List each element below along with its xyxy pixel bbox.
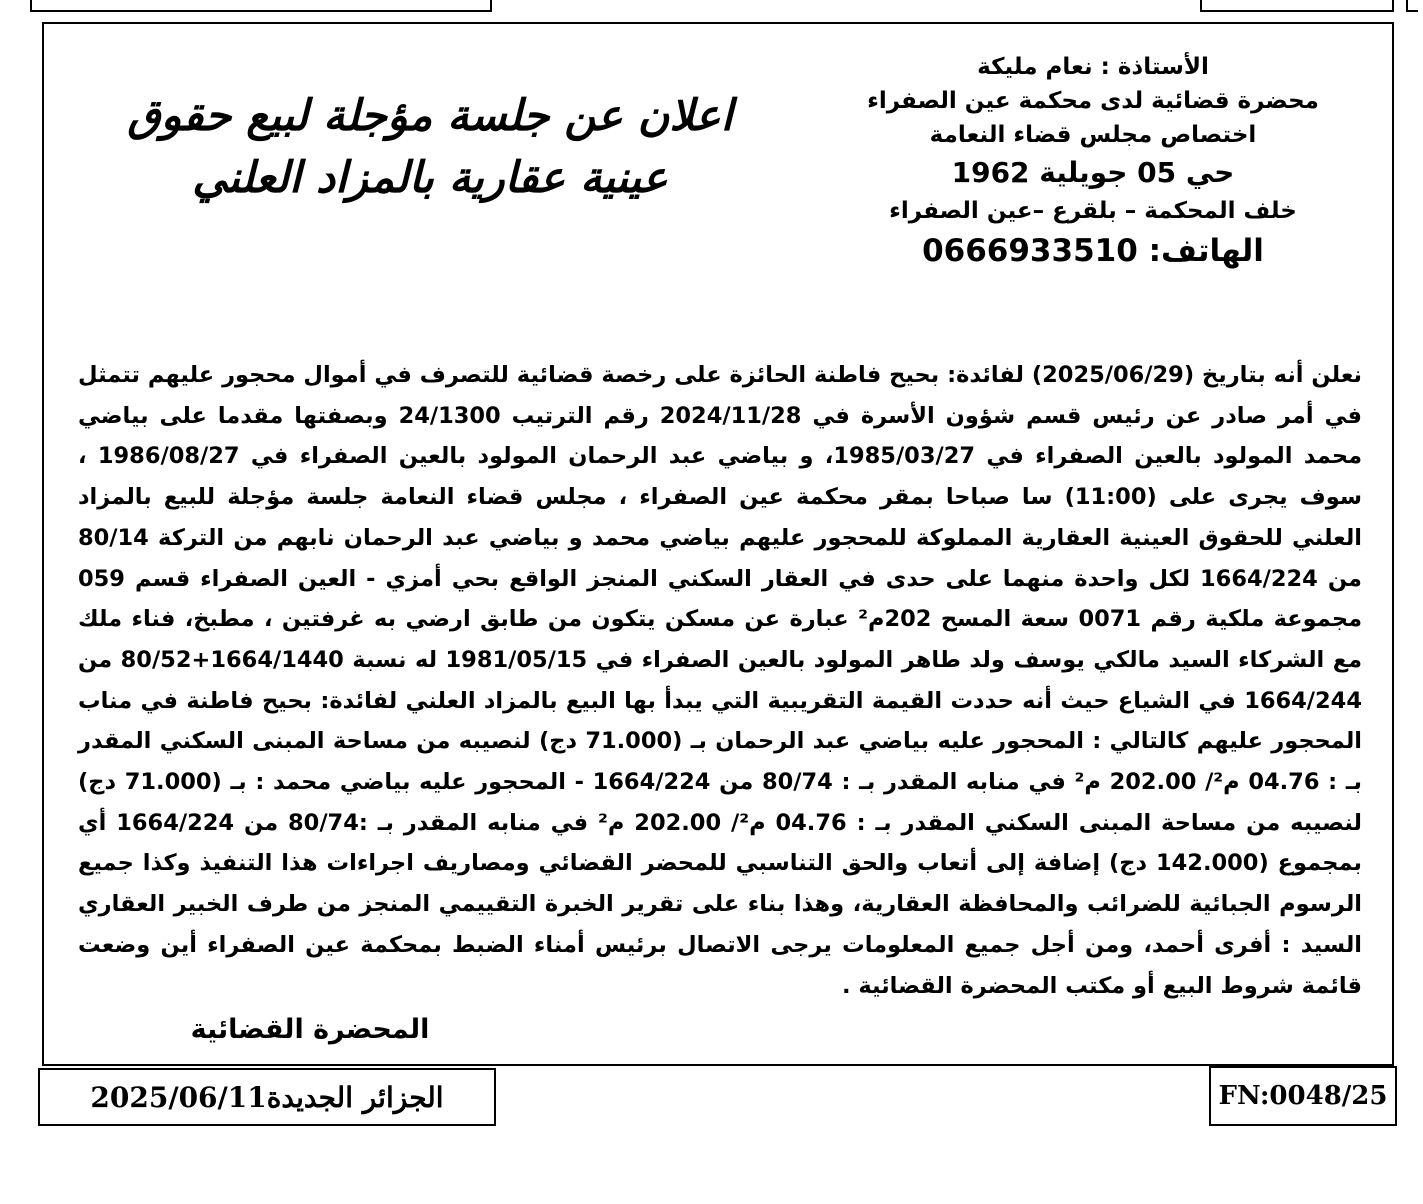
signature: المحضرة القضائية [190, 1014, 430, 1045]
bailiff-jurisdiction: اختصاص مجلس قضاء النعامة [929, 122, 1257, 148]
notice-headline [80, 85, 780, 209]
adjacent-notice-fragment-middle [1200, 0, 1394, 12]
address-district: حي 05 جويلية 1962 [951, 156, 1235, 189]
adjacent-notice-fragment-right [1406, 0, 1418, 12]
address-street: خلف المحكمة – بلقرع –عين الصفراء [889, 198, 1297, 224]
newspaper-date: الجزائر الجديدة2025/06/11 [90, 1080, 444, 1114]
newspaper-date-box [38, 1068, 496, 1126]
reference-number: FN:0048/25 [1218, 1081, 1388, 1111]
reference-box [1209, 1066, 1397, 1126]
bailiff-name: الأستاذة : نعام مليكة [977, 54, 1209, 80]
bailiff-header [833, 50, 1353, 274]
adjacent-notice-fragment-left [30, 0, 492, 12]
notice-body [78, 355, 1362, 1006]
notice-body-paragraph: نعلن أنه بتاريخ (2025/06/29) لفائدة: بحيح فاطنة الحائزة على رخصة قضائية للتصرف في أموال محجور عليهم تتمثل في أمر صادر عن رئيس قسم شؤون الأسرة في 2024/11/28 رقم الترتيب 24/1300 وبصفتها مقدما على بياضي محمد المولود بالعين الصفراء في 1985/03/27، و بياضي عبد الرحمان المولود بالعين الصفراء في 1986/08/27 ، سوف يجرى على (11:00) سا صباحا بمقر محكمة عين الصفراء ، مجلس قضاء النعامة جلسة مؤجلة للبيع بالمزاد العلني للحقوق العينية العقارية المملوكة للمحجور عليهم بياضي محمد و بياضي عبد الرحمان نابهم من التركة 80/14 من 1664/224 لكل واحدة منهما على حدى في العقار السكني المنجز الواقع بحي أمزي - العين الصفراء قسم 059 مجموعة ملكية رقم 0071 سعة المسح 202م² عبارة عن مسكن يتكون من طابق ارضي به غرفتين ، مطبخ، فناء ملك مع الشركاء السيد مالكي يوسف ولد طاهر المولود بالعين الصفراء في 1981/05/15 له نسبة 1664/1440+80/52 من 1664/244 في الشياع حيث أنه حددت القيمة التقريبية التي يبدأ بها البيع بالمزاد العلني لفائدة: بحيح فاطنة في مناب المحجور عليهم كالتالي : المحجور عليه بياضي عبد الرحمان بـ (71.000 دج) لنصيبه من مساحة المبنى السكني المقدر بـ : 04.76 م²/ 202.00 م² في منابه المقدر بـ : 80/74 من 1664/224 - المحجور عليه بياضي محمد : بـ (71.000 دج) لنصيبه من مساحة المبنى السكني المقدر بـ : 04.76 م²/ 202.00 م² في منابه المقدر بـ :80/74 من 1664/224 أي بمجموع (142.000 دج) إضافة إلى أتعاب والحق التناسبي للمحضر القضائي ومصاريف اجراءات هذا التنفيذ وكذا جميع الرسوم الجبائية للضرائب والمحافظة العقارية، وهذا بناء على تقرير الخبرة التقييمي المنجز من طرف الخبير العقاري السيد : أفرى أحمد، ومن أجل جميع المعلومات يرجى الاتصال برئيس أمناء الضبط بمحكمة عين الصفراء أين وضعت قائمة شروط البيع أو مكتب المحضرة القضائية . [78, 362, 1363, 999]
phone-number: الهاتف: 0666933510 [922, 233, 1264, 269]
headline-line-2: عينية عقارية بالمزاد العلني [192, 153, 668, 203]
bailiff-title: محضرة قضائية لدى محكمة عين الصفراء [867, 88, 1319, 114]
headline-line-1: اعلان عن جلسة مؤجلة لبيع حقوق [127, 91, 733, 141]
